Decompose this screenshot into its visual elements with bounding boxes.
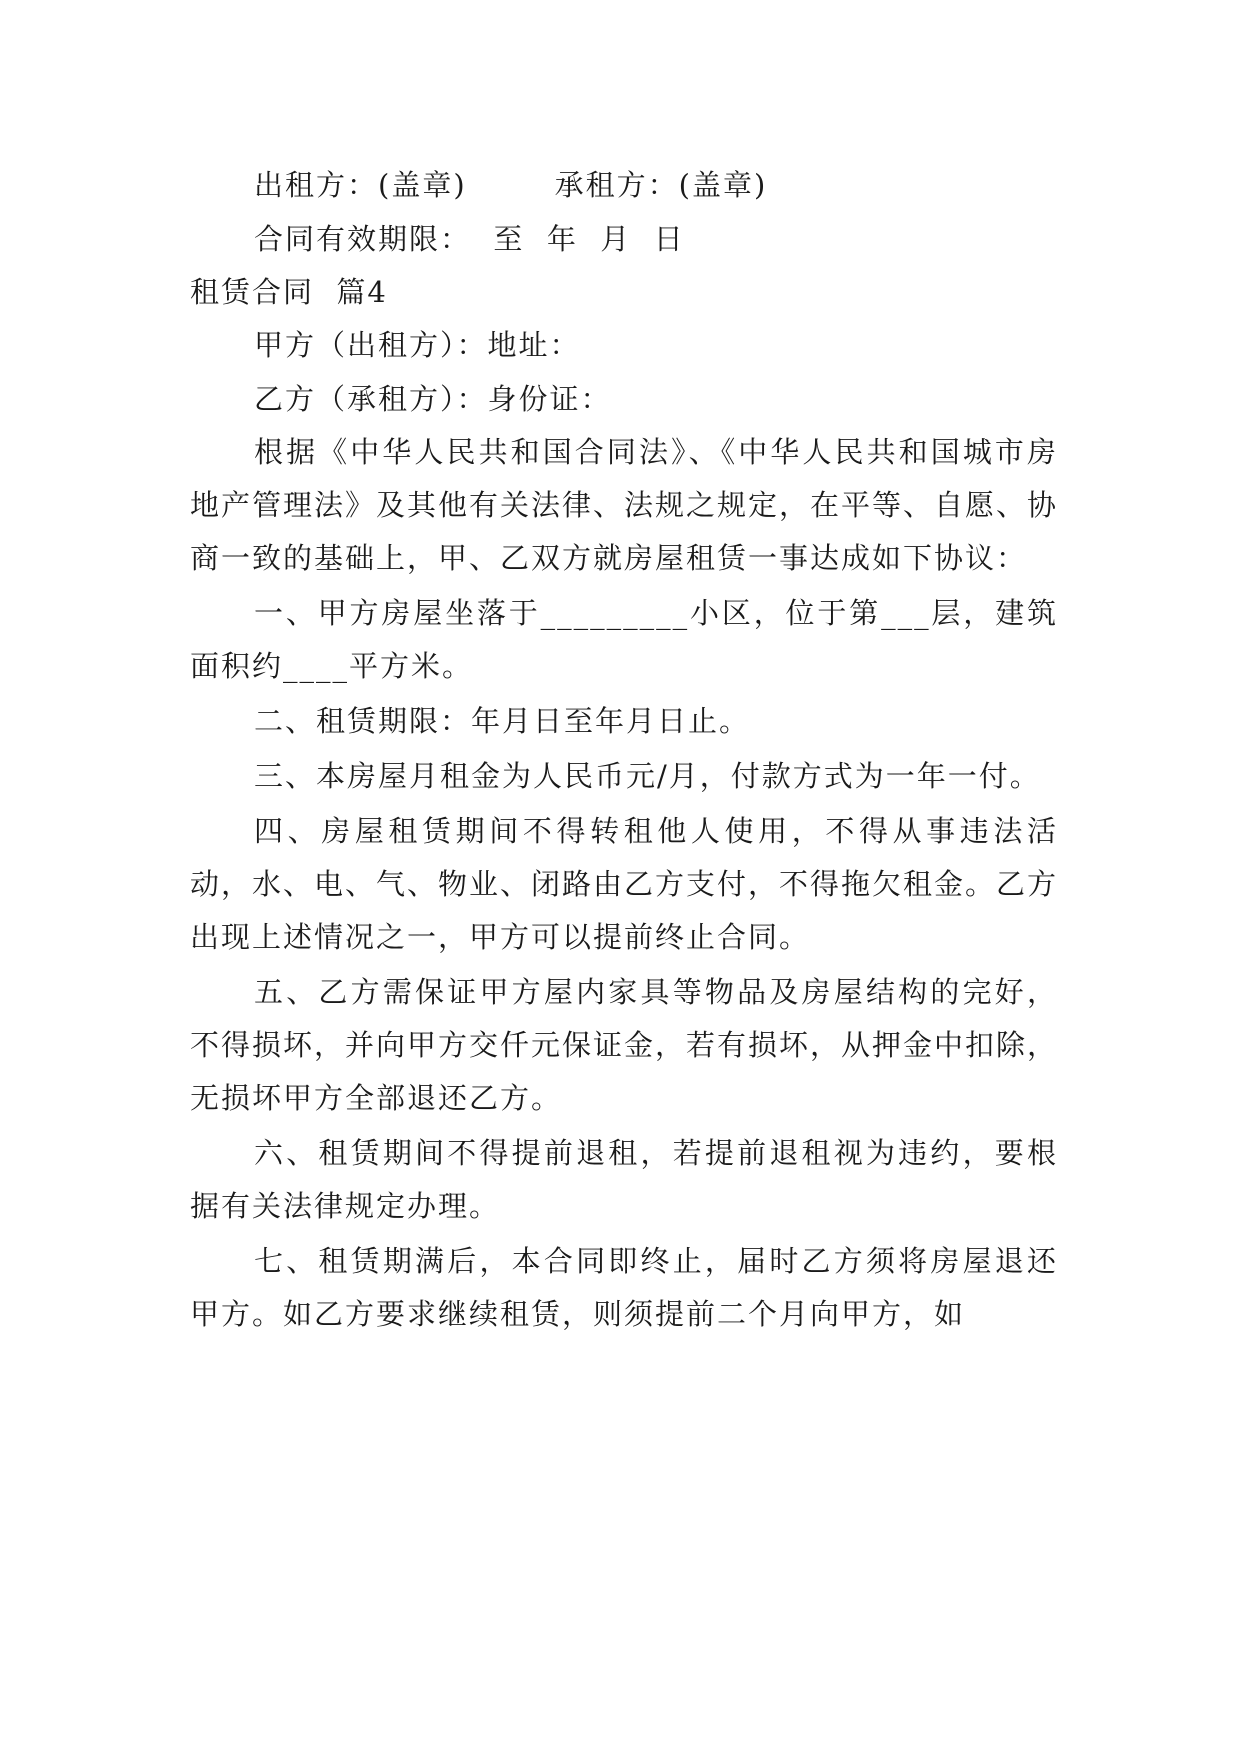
section-title: 租赁合同 篇4 — [190, 275, 388, 309]
party-a-line: 甲方（出租方）：地址： — [254, 328, 581, 362]
clause-6: 六、租赁期间不得提前退租，若提前退租视为违约，要根据有关法律规定办理。 — [190, 1136, 1058, 1223]
document-body — [190, 158, 1058, 1341]
clause-3: 三、本房屋月租金为人民币元/月，付款方式为一年一付。 — [254, 759, 1041, 793]
clause-7: 七、租赁期满后，本合同即终止，届时乙方须将房屋退还甲方。如乙方要求继续租赁，则须提前二个月向甲方，如 — [190, 1244, 1058, 1331]
preamble-paragraph: 根据《中华人民共和国合同法》、《中华人民共和国城市房地产管理法》及其他有关法律、法规之规定，在平等、自愿、协商一致的基础上，甲、乙双方就房屋租赁一事达成如下协议： — [190, 435, 1059, 575]
lessor-signature: 出租方：(盖章) — [254, 168, 467, 202]
validity-line: 合同有效期限： 至 年 月 日 — [254, 222, 685, 256]
clause-2: 二、租赁期限：年月日至年月日止。 — [254, 704, 751, 738]
party-b-line: 乙方（承租方）：身份证： — [254, 382, 612, 416]
lessee-signature: 承租方：(盖章) — [554, 168, 768, 202]
clause-1: 一、甲方房屋坐落于_________小区，位于第___层，建筑面积约____平方米。 — [190, 596, 1058, 683]
clause-4: 四、房屋租赁期间不得转租他人使用，不得从事违法活动，水、电、气、物业、闭路由乙方支付，不得拖欠租金。乙方出现上述情况之一，甲方可以提前终止合同。 — [190, 814, 1059, 954]
clause-5: 五、乙方需保证甲方屋内家具等物品及房屋结构的完好，不得损坏，并向甲方交仟元保证金，若有损坏，从押金中扣除，无损坏甲方全部退还乙方。 — [190, 975, 1059, 1115]
signature-line — [190, 158, 1058, 212]
